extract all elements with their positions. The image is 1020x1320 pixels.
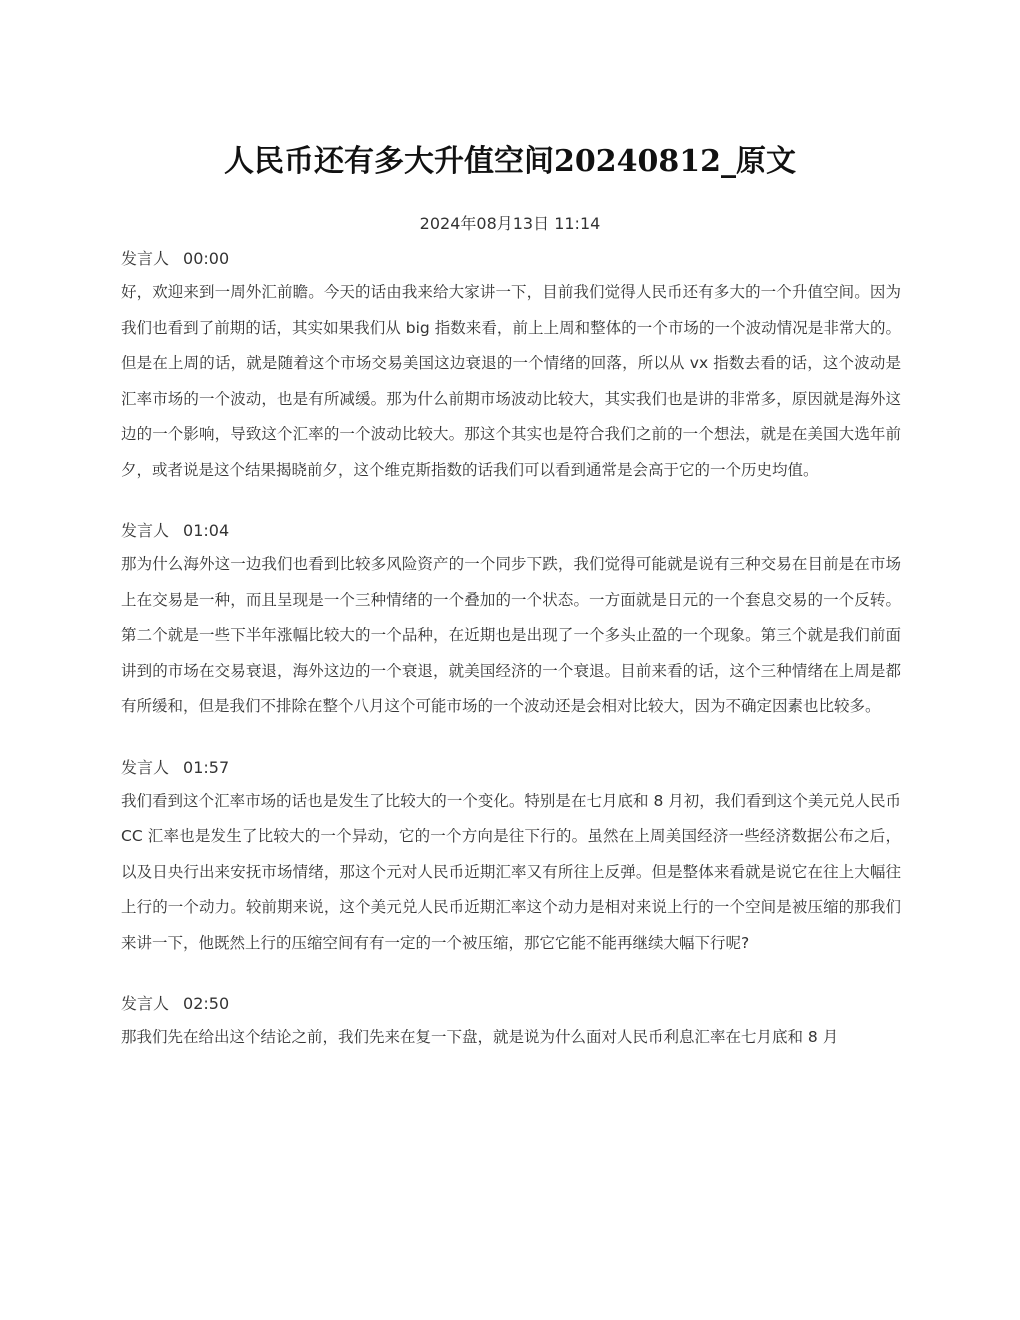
speaker-name: 发言人 <box>121 994 170 1013</box>
speaker-timestamp: 01:04 <box>183 521 230 540</box>
speaker-line <box>121 519 901 543</box>
speaker-name: 发言人 <box>121 521 170 540</box>
speaker-name: 发言人 <box>121 249 170 268</box>
speaker-timestamp: 01:57 <box>183 757 230 777</box>
document-date: 2024年08月13日 11:14 <box>419 214 601 233</box>
transcript-section <box>121 247 901 488</box>
transcript-paragraph: 那我们先在给出这个结论之前，我们先来在复一下盘，就是说为什么面对人民币利息汇率在七月底和 8 月 <box>121 1028 839 1046</box>
transcript-paragraph: 好，欢迎来到一周外汇前瞻。今天的话由我来给大家讲一下，目前我们觉得人民币还有多大的一个升值空间。因为我们也看到了前期的话，其实如果我们从 big 指数来看，前上上周和整体的一个市场的一个波动情况是非常大的。但是在上周的话，就是随着这个市场交易美国这边衰退的一个情绪的回落，所以从 vx 指数去看的话，这个波动是汇率市场的一个波动，也是有所减缓。那为什么前期市场波动比较大，其实我们也是讲的非常多，原因就是海外这边的一个影响，导致这个汇率的一个波动比较大。那这个其实也是符合我们之前的一个想法，就是在美国大选年前夕，或者说是这个结果揭晓前夕，这个维克斯指数的话我们可以看到通常是会高于它的一个历史均值。 <box>121 283 901 479</box>
speaker-line <box>121 756 901 780</box>
speaker-timestamp: 00:00 <box>183 249 230 268</box>
document-title: 人民币还有多大升值空间20240812_原文 <box>224 144 796 179</box>
speaker-line <box>121 992 901 1016</box>
speaker-timestamp: 02:50 <box>183 994 230 1013</box>
transcript-paragraph: 我们看到这个汇率市场的话也是发生了比较大的一个变化。特别是在七月底和 8 月初，我们看到这个美元兑人民币 CC 汇率也是发生了比较大的一个异动，它的一个方向是往下行的。虽然在上周美国经济一些经济数据公布之后，以及日央行出来安抚市场情绪，那这个元对人民币近期汇率又有所往上反弹。但是整体来看就是说它在往上大幅往上行的一个动力。较前期来说，这个美元兑人民币近期汇率这个动力是相对来说上行的一个空间是被压缩的那我们来讲一下，他既然上行的压缩空间有有一定的一个被压缩，那它它能不能再继续大幅下行呢? <box>121 791 901 952</box>
transcript <box>121 247 901 1087</box>
transcript-section <box>121 519 901 725</box>
transcript-section <box>121 992 901 1056</box>
speaker-name: 发言人 <box>121 757 170 777</box>
speaker-line <box>121 247 901 271</box>
transcript-section <box>121 756 901 962</box>
transcript-paragraph: 那为什么海外这一边我们也看到比较多风险资产的一个同步下跌，我们觉得可能就是说有三种交易在目前是在市场上在交易是一种，而且呈现是一个三种情绪的一个叠加的一个状态。一方面就是日元的一个套息交易的一个反转。第二个就是一些下半年涨幅比较大的一个品种，在近期也是出现了一个多头止盈的一个现象。第三个就是我们前面讲到的市场在交易衰退，海外这边的一个衰退，就美国经济的一个衰退。目前来看的话，这个三种情绪在上周是都有所缓和，但是我们不排除在整个八月这个可能市场的一个波动还是会相对比较大，因为不确定因素也比较多。 <box>121 555 901 715</box>
